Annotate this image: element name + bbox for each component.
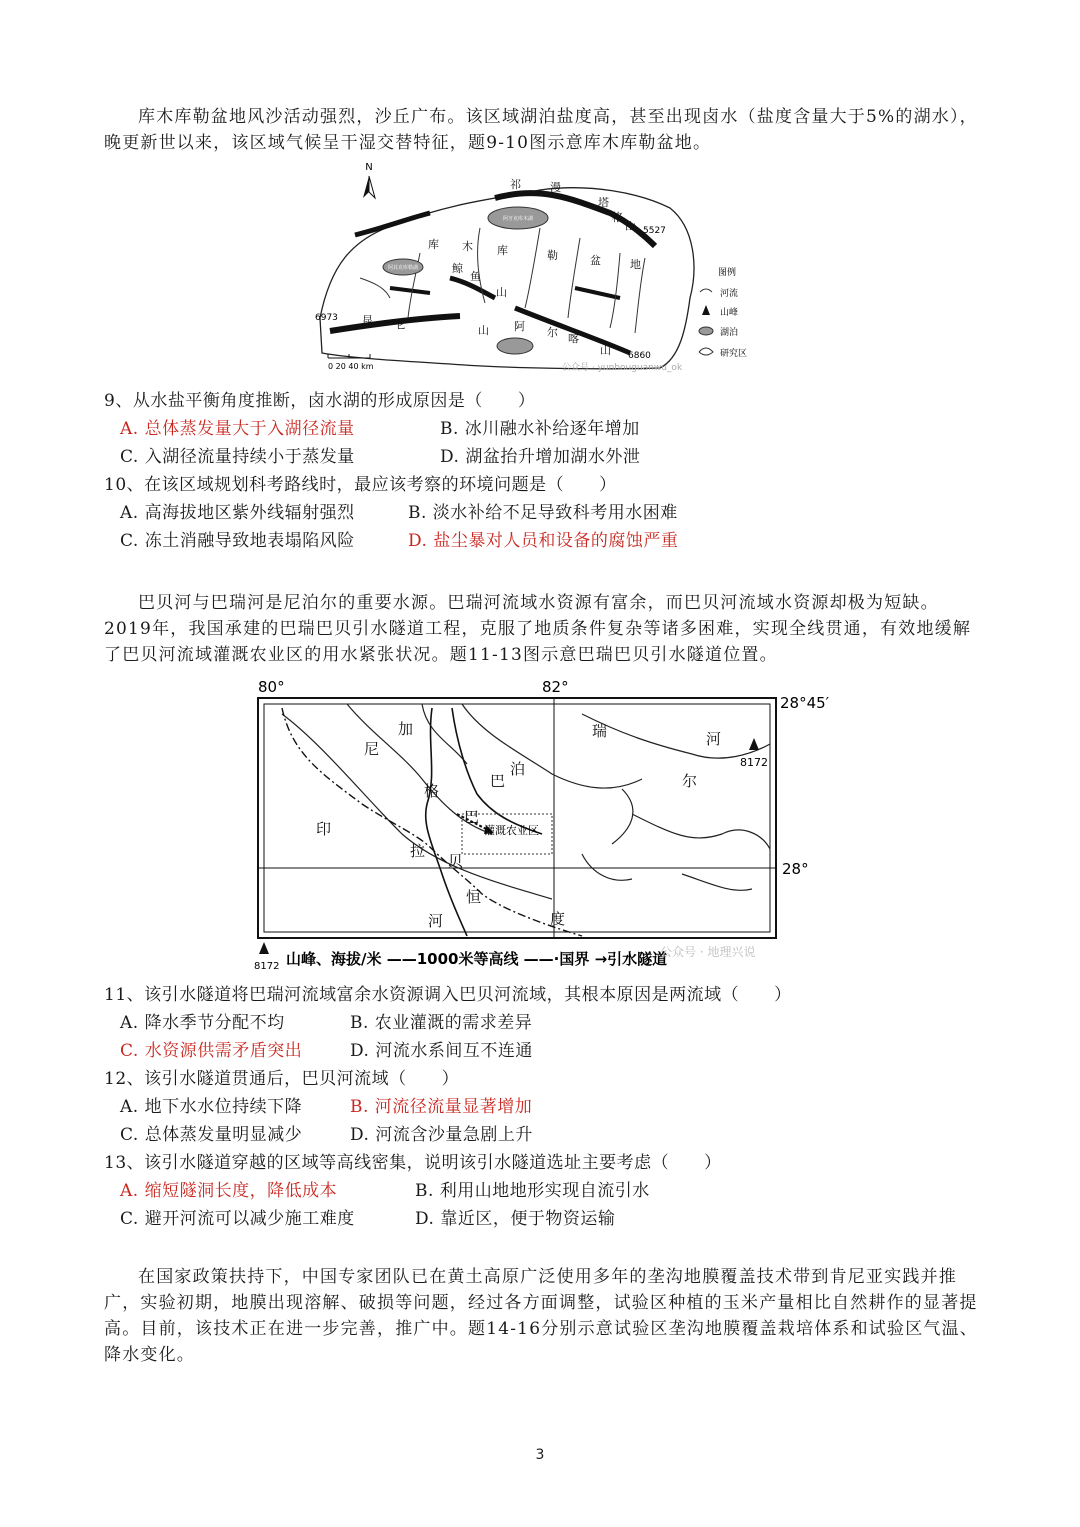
q12-option-d[interactable]: D. 河流含沙量急剧上升 xyxy=(350,1125,533,1145)
question-11-stem: 11、该引水隧道将巴瑞河流域富余水资源调入巴贝河流域，其根本原因是两流域（ ） xyxy=(104,985,792,1005)
peak-5527: 5527 xyxy=(643,226,666,236)
q12-option-c[interactable]: C. 总体蒸发量明显减少 xyxy=(120,1125,303,1145)
legend-study-area-icon xyxy=(699,348,713,355)
map2-watermark: 公众号 · 地理兴说 xyxy=(660,945,756,959)
legend-peak-icon xyxy=(702,305,710,315)
svg-text:河: 河 xyxy=(706,730,722,748)
legend-lake-icon xyxy=(699,327,713,335)
legend-peak-icon xyxy=(259,942,269,954)
lake2-label: 阿其克库勒湖 xyxy=(387,265,419,271)
svg-text:格: 格 xyxy=(612,211,623,224)
svg-text:库: 库 xyxy=(497,244,508,257)
svg-text:勒: 勒 xyxy=(547,249,558,262)
map-bheri-babai-tunnel xyxy=(252,674,832,976)
lake1-label: 阿牙克库木湖 xyxy=(502,216,534,222)
svg-text:印: 印 xyxy=(316,820,332,838)
map1-watermark: 公众号 · yunhouguanwu_ok xyxy=(562,363,683,373)
svg-text:山: 山 xyxy=(625,220,636,233)
q13-option-c[interactable]: C. 避开河流可以减少施工难度 xyxy=(120,1209,355,1229)
svg-text:山: 山 xyxy=(600,344,611,357)
q10-option-a[interactable]: A. 高海拔地区紫外线辐射强烈 xyxy=(120,503,355,523)
legend-peak-height: 8172 xyxy=(254,961,280,972)
svg-text:尔: 尔 xyxy=(682,772,698,790)
svg-text:尔: 尔 xyxy=(547,326,558,339)
svg-text:漫: 漫 xyxy=(550,181,561,194)
page-number: 3 xyxy=(535,1447,545,1463)
north-arrow-icon xyxy=(363,176,375,198)
legend-peak-label: 山峰 xyxy=(720,308,739,318)
legend-lake-label: 湖泊 xyxy=(720,328,739,338)
question-13-stem: 13、该引水隧道穿越的区域等高线密集，说明该引水隧道选址主要考虑（ ） xyxy=(104,1153,722,1173)
rivers xyxy=(426,708,542,936)
q10-option-c[interactable]: C. 冻土消融导致地表塌陷风险 xyxy=(120,531,355,551)
svg-text:尼: 尼 xyxy=(364,740,380,758)
contour-lines xyxy=(282,704,770,899)
svg-text:鲸: 鲸 xyxy=(452,262,463,275)
q12-option-a[interactable]: A. 地下水水位持续下降 xyxy=(120,1097,303,1117)
lake-south xyxy=(497,338,533,354)
lon-80: 80° xyxy=(258,678,285,696)
q9-option-b[interactable]: B. 冰川融水补给逐年增加 xyxy=(440,419,640,439)
svg-text:山: 山 xyxy=(496,286,507,299)
q10-option-b[interactable]: B. 淡水补给不足导致科考用水困难 xyxy=(408,503,678,523)
legend-title: 图例 xyxy=(718,268,737,278)
map2-frame xyxy=(258,698,776,938)
legend-river-icon xyxy=(700,289,712,292)
map2-legend: 山峰、海拔/米 ——1000米等高线 ——·国界 →引水隧道 xyxy=(286,950,668,968)
svg-text:地: 地 xyxy=(630,258,641,271)
north-label: N xyxy=(365,162,373,173)
svg-text:加: 加 xyxy=(398,720,414,738)
irrigation-label: 灌溉农业区 xyxy=(484,824,539,837)
q12-option-b[interactable]: B. 河流径流量显著增加 xyxy=(350,1097,533,1117)
passage-1: 库木库勒盆地风沙活动强烈，沙丘广布。该区域湖泊盐度高，甚至出现卤水（盐度含量大于5%的湖水），晚更新世以来，该区域气候呈干湿交替特征，题9-10图示意库木库勒盆地。 xyxy=(104,107,978,153)
svg-text:泊: 泊 xyxy=(510,760,526,778)
svg-text:巴: 巴 xyxy=(464,808,480,826)
map-kumukule-basin xyxy=(300,158,770,376)
q9-option-d[interactable]: D. 湖盆抬升增加湖水外泄 xyxy=(440,447,641,467)
north-range xyxy=(355,213,430,235)
question-12-stem: 12、该引水隧道贯通后，巴贝河流域（ ） xyxy=(104,1069,460,1089)
lon-82: 82° xyxy=(542,678,569,696)
svg-text:仑: 仑 xyxy=(395,318,406,331)
q11-option-c[interactable]: C. 水资源供需矛盾突出 xyxy=(120,1041,303,1061)
q9-option-c[interactable]: C. 入湖径流量持续小于蒸发量 xyxy=(120,447,355,467)
lat-2845: 28°45′ xyxy=(780,694,830,712)
svg-text:阿: 阿 xyxy=(514,320,525,333)
q10-option-d[interactable]: D. 盐尘暴对人员和设备的腐蚀严重 xyxy=(408,531,679,551)
svg-text:格: 格 xyxy=(424,782,440,800)
q11-option-b[interactable]: B. 农业灌溉的需求差异 xyxy=(350,1013,533,1033)
q13-option-b[interactable]: B. 利用山地地形实现自流引水 xyxy=(415,1181,650,1201)
svg-text:塔: 塔 xyxy=(598,196,609,209)
svg-text:拉: 拉 xyxy=(410,842,426,860)
question-10-stem: 10、在该区域规划科考路线时，最应该考察的环境问题是（ ） xyxy=(104,475,617,495)
svg-text:度: 度 xyxy=(550,910,566,928)
svg-text:巴: 巴 xyxy=(490,772,506,790)
svg-text:库: 库 xyxy=(428,238,439,251)
legend-study-area-label: 研究区 xyxy=(720,349,748,359)
svg-text:瑞: 瑞 xyxy=(592,722,608,740)
peak-icon xyxy=(749,738,759,750)
peak-6973: 6973 xyxy=(315,313,338,323)
q11-option-d[interactable]: D. 河流水系间互不连通 xyxy=(350,1041,533,1061)
svg-text:木: 木 xyxy=(462,240,473,253)
passage-2: 巴贝河与巴瑞河是尼泊尔的重要水源。巴瑞河流域水资源有富余，而巴贝河流域水资源却极为短缺。2019年，我国承建的巴瑞巴贝引水隧道工程，克服了地质条件复杂等诸多困难，实现全线贯通，有效地缓解了巴贝河流域灌溉农业区的用水紧张状况。题11-13图示意巴瑞巴贝引水隧道位置。 xyxy=(104,593,972,665)
passage-3: 在国家政策扶持下，中国专家团队已在黄土高原广泛使用多年的垄沟地膜覆盖技术带到肯尼亚实践并推广，实验初期，地膜出现溶解、破损等问题，经过各方面调整，试验区种植的玉米产量相比自然耕作的显著提高。目前，该技术正在进一步完善，推广中。题14-16分别示意试验区垄沟地膜覆盖栽培体系和试验区气温、降水变化。 xyxy=(104,1267,979,1365)
svg-text:昆: 昆 xyxy=(362,314,373,327)
legend-river-label: 河流 xyxy=(720,289,739,299)
lat-28: 28° xyxy=(782,860,809,878)
question-9-stem: 9、从水盐平衡角度推断，卤水湖的形成原因是（ ） xyxy=(104,391,536,411)
central-ridge xyxy=(390,288,430,293)
q13-option-d[interactable]: D. 靠近区，便于物资运输 xyxy=(415,1209,616,1229)
peak-6860: 6860 xyxy=(628,351,651,361)
scale-label: 0 20 40 km xyxy=(328,362,374,371)
q11-option-a[interactable]: A. 降水季节分配不均 xyxy=(120,1013,285,1033)
svg-text:鱼: 鱼 xyxy=(470,270,481,283)
svg-text:恒: 恒 xyxy=(466,888,482,906)
svg-text:喀: 喀 xyxy=(568,332,579,345)
peak-8172: 8172 xyxy=(740,756,768,769)
svg-text:河: 河 xyxy=(428,912,444,930)
q9-option-a[interactable]: A. 总体蒸发量大于入湖径流量 xyxy=(120,419,355,439)
svg-text:贝: 贝 xyxy=(448,852,464,870)
svg-text:祁: 祁 xyxy=(510,178,521,191)
svg-text:山: 山 xyxy=(478,324,489,337)
east-ridge xyxy=(575,288,620,298)
q13-option-a[interactable]: A. 缩短隧洞长度，降低成本 xyxy=(120,1181,338,1201)
svg-text:盆: 盆 xyxy=(590,254,601,267)
